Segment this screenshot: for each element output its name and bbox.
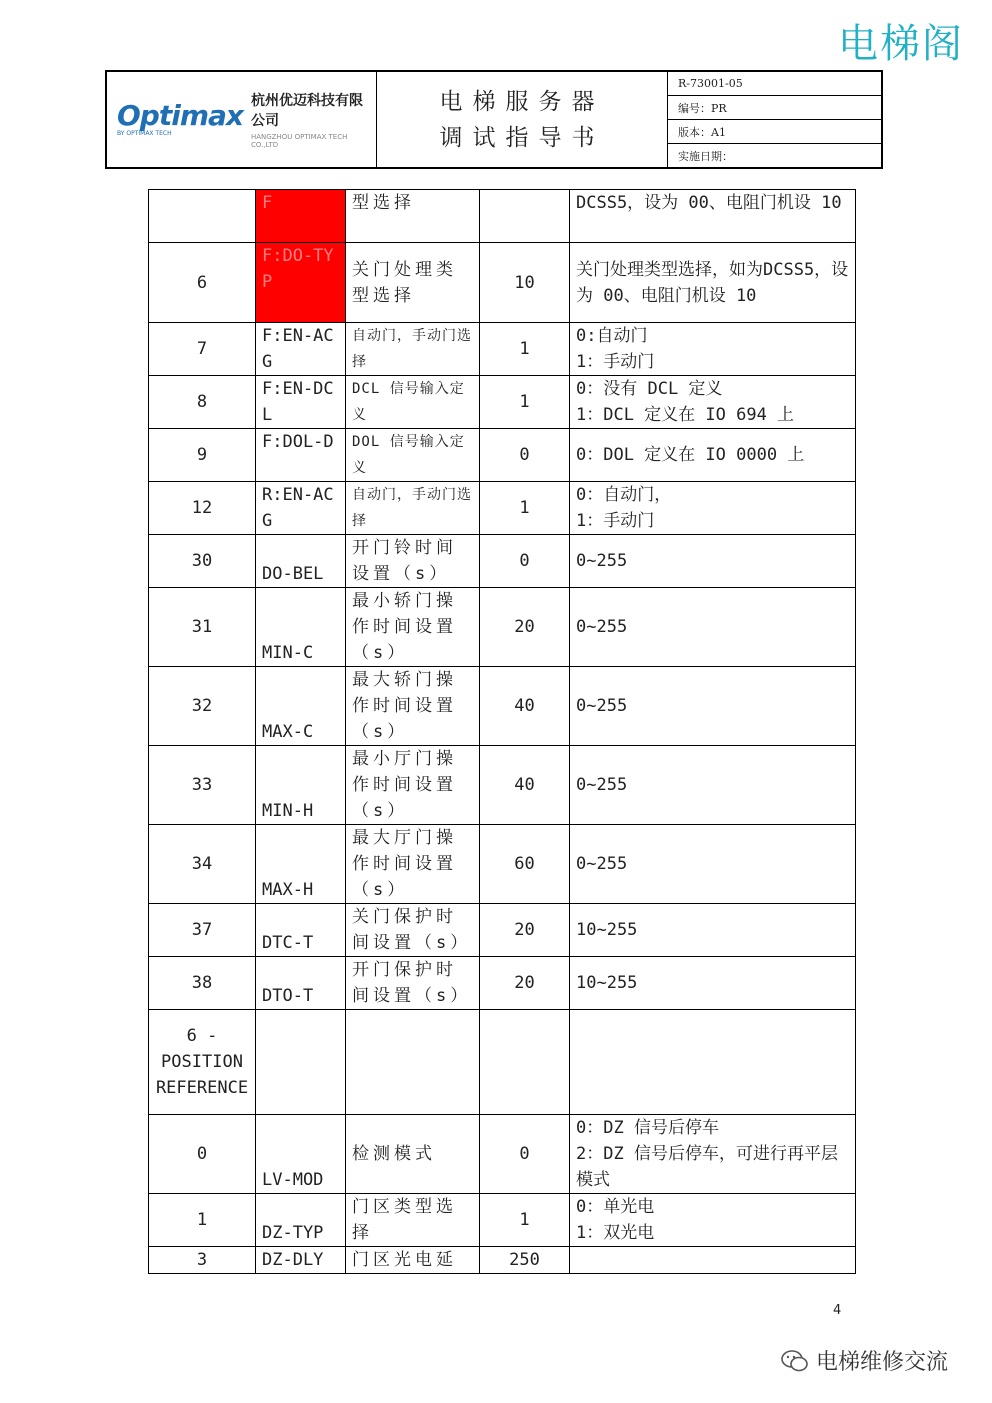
param-name: 最小厅门操作时间设置（s）: [346, 746, 480, 825]
param-name: 开门保护时间设置（s）: [346, 957, 480, 1010]
param-value: 1: [480, 482, 570, 535]
param-value: 0: [480, 429, 570, 482]
param-description: 0：DOL 定义在 IO 0000 上: [570, 429, 856, 482]
param-description: 0：自动门， 1：手动门: [570, 482, 856, 535]
param-name: 最大轿门操作时间设置（s）: [346, 667, 480, 746]
param-value: 20: [480, 588, 570, 667]
param-number: 3: [149, 1247, 256, 1274]
param-number: 33: [149, 746, 256, 825]
table-row: [149, 667, 856, 746]
param-value: [480, 1010, 570, 1115]
param-description: 0~255: [570, 535, 856, 588]
param-value: 60: [480, 825, 570, 904]
param-value: 1: [480, 323, 570, 376]
param-description: 0：DZ 信号后停车 2：DZ 信号后停车，可进行再平层模式: [570, 1115, 856, 1194]
param-number: 0: [149, 1115, 256, 1194]
param-code: MIN-C: [256, 588, 346, 667]
param-code: MAX-C: [256, 667, 346, 746]
param-value: 10: [480, 243, 570, 323]
param-number: 6: [149, 243, 256, 323]
param-name: 最大厅门操作时间设置（s）: [346, 825, 480, 904]
table-row: [149, 746, 856, 825]
table-row: [149, 1247, 856, 1274]
param-description: 0：没有 DCL 定义 1：DCL 定义在 IO 694 上: [570, 376, 856, 429]
param-value: 20: [480, 904, 570, 957]
param-code: F:EN-ACG: [256, 323, 346, 376]
watermark-bottom-text: 电梯维修交流: [816, 1350, 949, 1375]
company-name-cn: 杭州优迈科技有限公司: [250, 93, 363, 129]
param-number: 30: [149, 535, 256, 588]
wechat-icon: [780, 1348, 810, 1374]
document-title: [377, 72, 668, 167]
table-row: [149, 535, 856, 588]
param-code: MAX-H: [256, 825, 346, 904]
param-code: F:EN-DCL: [256, 376, 346, 429]
table-row: [149, 825, 856, 904]
table-row: [149, 190, 856, 243]
param-code: F:DOL-D: [256, 429, 346, 482]
param-code: F:DO-TYP: [256, 243, 346, 323]
param-number: 32: [149, 667, 256, 746]
param-description: [570, 1247, 856, 1274]
table-row: [149, 904, 856, 957]
watermark-bottom: [780, 1345, 948, 1376]
table-row: [149, 1194, 856, 1247]
doc-number: R-73001-05: [668, 72, 881, 96]
param-description: 0:自动门 1：手动门: [570, 323, 856, 376]
param-value: 250: [480, 1247, 570, 1274]
logo-wordmark: Optimax: [117, 99, 243, 132]
watermark-top: 电梯阁: [838, 21, 964, 67]
table-row: [149, 957, 856, 1010]
param-code: LV-MOD: [256, 1115, 346, 1194]
param-name: 型选择: [346, 190, 480, 243]
param-code: DZ-DLY: [256, 1247, 346, 1274]
param-value: [480, 190, 570, 243]
param-description: 关门处理类型选择，如为DCSS5，设为 00、电阻门机设 10: [570, 243, 856, 323]
param-code: DZ-TYP: [256, 1194, 346, 1247]
param-code: F: [256, 190, 346, 243]
page-number: 4: [833, 1303, 842, 1318]
param-number: 9: [149, 429, 256, 482]
param-number: [149, 190, 256, 243]
table-row: [149, 323, 856, 376]
param-code: [256, 1010, 346, 1115]
param-number: 12: [149, 482, 256, 535]
param-description: 0~255: [570, 667, 856, 746]
param-code: DO-BEL: [256, 535, 346, 588]
param-value: 20: [480, 957, 570, 1010]
param-name: 最小轿门操作时间设置（s）: [346, 588, 480, 667]
param-code: DTC-T: [256, 904, 346, 957]
param-name: 关门保护时间设置（s）: [346, 904, 480, 957]
param-value: 40: [480, 667, 570, 746]
param-value: 0: [480, 1115, 570, 1194]
title-line-2: 调试指导书: [439, 124, 605, 151]
title-line-1: 电梯服务器: [439, 88, 605, 115]
param-name: 开门铃时间设置（s）: [346, 535, 480, 588]
table-row: [149, 243, 856, 323]
param-name: [346, 1010, 480, 1115]
param-name: 自动门，手动门选择: [346, 323, 480, 376]
param-name: 检测模式: [346, 1115, 480, 1194]
param-description: [570, 1010, 856, 1115]
param-description: 0~255: [570, 746, 856, 825]
param-name: 关门处理类型选择: [346, 243, 480, 323]
param-description: 0：单光电 1：双光电: [570, 1194, 856, 1247]
param-number: 37: [149, 904, 256, 957]
param-name: 门区类型选择: [346, 1194, 480, 1247]
document-meta: [668, 72, 881, 167]
param-number: 8: [149, 376, 256, 429]
section-row: [149, 1010, 856, 1115]
table-row: [149, 429, 856, 482]
param-name: DCL 信号输入定义: [346, 376, 480, 429]
company-name-en: HANGZHOU OPTIMAX TECH CO.,LTD: [250, 133, 348, 149]
logo-subtext: BY OPTIMAX TECH: [117, 130, 172, 137]
param-number: 31: [149, 588, 256, 667]
param-value: 40: [480, 746, 570, 825]
version-label: 版本：A1: [668, 120, 881, 144]
param-number: 38: [149, 957, 256, 1010]
param-number: 1: [149, 1194, 256, 1247]
param-number: 7: [149, 323, 256, 376]
param-code: MIN-H: [256, 746, 346, 825]
param-number: 34: [149, 825, 256, 904]
table-row: [149, 376, 856, 429]
param-value: 1: [480, 376, 570, 429]
param-name: DOL 信号输入定义: [346, 429, 480, 482]
param-value: 0: [480, 535, 570, 588]
param-name: 门区光电延: [346, 1247, 480, 1274]
param-description: DCSS5，设为 00、电阻门机设 10: [570, 190, 856, 243]
number-label: 编号：PR: [668, 96, 881, 120]
param-code: R:EN-ACG: [256, 482, 346, 535]
table-row: [149, 1115, 856, 1194]
table-row: [149, 588, 856, 667]
parameter-table: [148, 189, 856, 1274]
param-value: 1: [480, 1194, 570, 1247]
param-number: 6 - POSITION REFERENCE: [149, 1010, 256, 1115]
date-label: 实施日期：: [678, 149, 733, 163]
param-description: 0~255: [570, 588, 856, 667]
param-description: 10~255: [570, 904, 856, 957]
document-header: [105, 70, 883, 169]
table-row: [149, 482, 856, 535]
company-logo: [107, 72, 377, 167]
param-description: 10~255: [570, 957, 856, 1010]
param-name: 自动门，手动门选择: [346, 482, 480, 535]
param-description: 0~255: [570, 825, 856, 904]
param-code: DTO-T: [256, 957, 346, 1010]
